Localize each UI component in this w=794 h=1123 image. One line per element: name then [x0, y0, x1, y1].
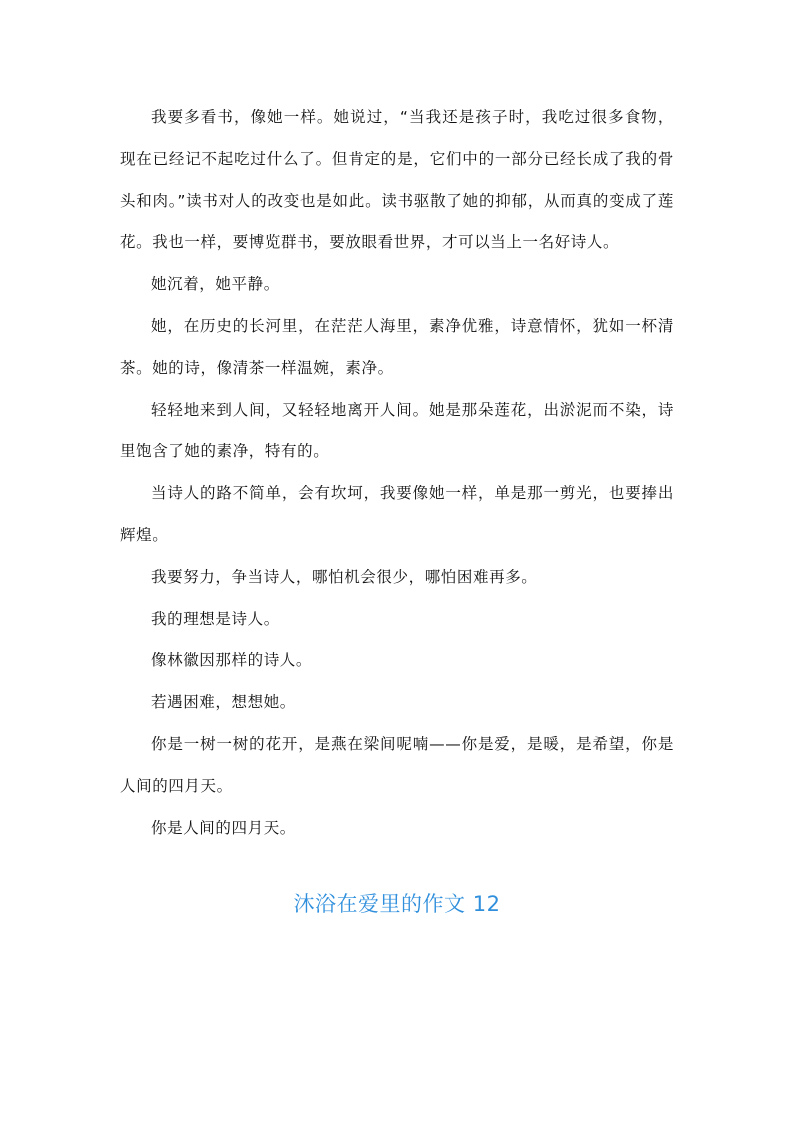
- paragraph: 我要努力，争当诗人，哪怕机会很少，哪怕困难再多。: [151, 567, 538, 586]
- paragraph: 若遇困难，想想她。: [151, 693, 296, 712]
- paragraph: 当诗人的路不简单，会有坎坷，我要像她一样，单是那一剪光，也要捧出辉煌。: [120, 484, 674, 544]
- paragraph: 你是人间的四月天。: [151, 818, 296, 837]
- paragraph: 我要多看书，像她一样。她说过，“当我还是孩子时，我吃过很多食物，现在已经记不起吃过什么了。但肯定的是，它们中的一部分已经长成了我的骨头和肉。”读书对人的改变也是如此。读书驱散了她的抑郁，从而真的变成了莲花。我也一样，要博览群书，要放眼看世界，才可以当上一名好诗人。: [120, 108, 674, 252]
- paragraph: 你是一树一树的花开，是燕在梁间呢喃——你是爱，是暖，是希望，你是人间的四月天。: [120, 734, 674, 795]
- paragraph: 她，在历史的长河里，在茫茫人海里，素净优雅，诗意情怀，犹如一杯清茶。她的诗，像清茶一样温婉，素净。: [120, 316, 674, 377]
- paragraph: 她沉着，她平静。: [151, 275, 280, 294]
- essay-body: [120, 97, 674, 849]
- paragraph: 轻轻地来到人间，又轻轻地离开人间。她是那朵莲花，出淤泥而不染，诗里饱含了她的素净，特有的。: [120, 400, 674, 461]
- essay-heading: 沐浴在爱里的作文 12: [293, 892, 501, 916]
- paragraph: 我的理想是诗人。: [151, 609, 280, 628]
- paragraph: 像林徽因那样的诗人。: [151, 651, 313, 670]
